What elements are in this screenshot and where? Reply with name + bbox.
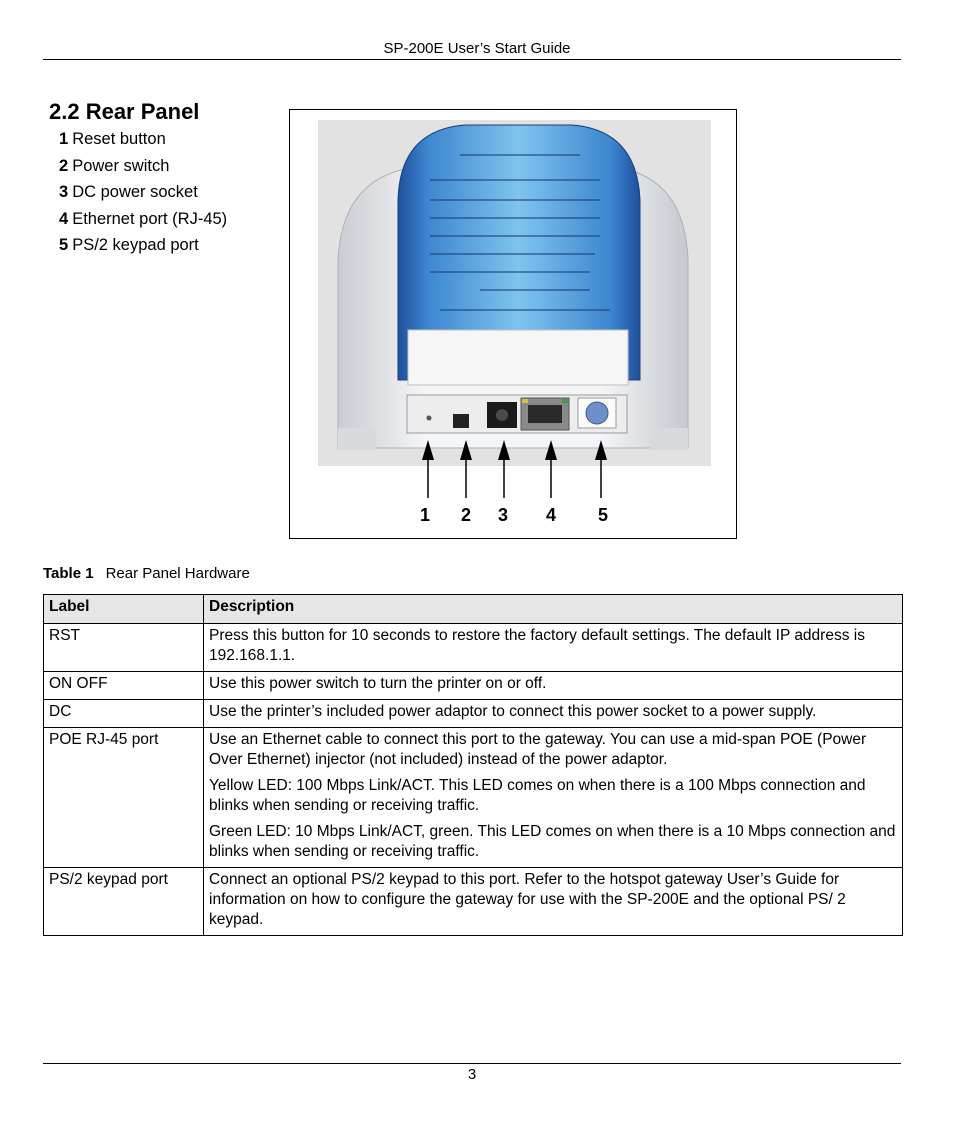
rear-panel-legend — [59, 130, 227, 263]
printer-rear-photo — [290, 110, 736, 538]
row-label: POE RJ-45 port — [44, 728, 204, 868]
legend-label: Power switch — [72, 156, 170, 175]
legend-label: Reset button — [72, 130, 166, 148]
rear-panel-figure — [289, 109, 737, 539]
section-title: 2.2 Rear Panel — [49, 99, 200, 124]
footer-rule — [43, 1063, 901, 1064]
page-number: 3 — [467, 1066, 477, 1083]
dc-socket-pin — [496, 409, 508, 421]
callout-2: 2 — [461, 505, 472, 525]
table-row — [44, 868, 903, 936]
row-label: PS/2 keypad port — [44, 868, 204, 936]
legend-number: 5 — [59, 236, 69, 254]
callout-3: 3 — [498, 505, 509, 525]
column-header-description: Description — [204, 595, 903, 624]
table-row — [44, 728, 903, 868]
reset-button — [427, 416, 432, 421]
green-led — [562, 399, 568, 403]
row-description — [204, 672, 903, 700]
description-text: Yellow LED: 100 Mbps Link/ACT. This LED comes on when there is a 100 Mbps connection and blinks when sending or receiving traffic. — [209, 777, 866, 814]
description-text: Use an Ethernet cable to connect this port to the gateway. You can use a mid-span POE (Power Over Ethernet) injector (not included) instead of the power adaptor. — [209, 731, 867, 768]
row-label: ON OFF — [44, 672, 204, 700]
column-header-label: Label — [44, 595, 204, 624]
ethernet-port-opening — [528, 405, 562, 423]
callout-1: 1 — [420, 505, 431, 525]
row-description — [204, 868, 903, 936]
legend-item — [59, 183, 227, 210]
table-row — [44, 700, 903, 728]
legend-label: PS/2 keypad port — [72, 236, 199, 254]
page-header: SP-200E User’s Start Guide — [383, 40, 571, 57]
legend-number: 1 — [59, 130, 69, 148]
table-caption — [43, 565, 250, 582]
description-text: Connect an optional PS/2 keypad to this port. Refer to the hotspot gateway User’s Guide for information on how to configure the gateway for use with the SP-200E and the optional PS/ 2 keypad. — [209, 871, 846, 928]
table-caption-number: Table 1 — [43, 565, 94, 582]
legend-label: Ethernet port (RJ-45) — [72, 209, 228, 228]
row-label: DC — [44, 700, 204, 728]
description-text: Green LED: 10 Mbps Link/ACT, green. This LED comes on when there is a 10 Mbps connection and blinks when sending or receiving traffic. — [209, 823, 896, 860]
callout-5: 5 — [598, 505, 609, 525]
left-foot — [338, 428, 376, 450]
legend-item — [59, 130, 227, 157]
callout-4: 4 — [546, 505, 557, 525]
power-switch — [453, 414, 469, 428]
ps2-keypad-port — [586, 402, 608, 424]
legend-item — [59, 210, 227, 237]
right-foot — [650, 428, 688, 450]
header-rule — [43, 59, 901, 60]
description-text: Use this power switch to turn the printer on or off. — [209, 675, 547, 692]
legend-number: 4 — [59, 209, 69, 228]
row-label: RST — [44, 624, 204, 672]
row-description — [204, 624, 903, 672]
table-caption-text: Rear Panel Hardware — [105, 565, 250, 582]
legend-number: 3 — [59, 183, 69, 201]
legend-item — [59, 157, 227, 184]
description-text: Use the printer’s included power adaptor to connect this power socket to a power supply. — [209, 703, 817, 720]
table-row — [44, 672, 903, 700]
description-text: Press this button for 10 seconds to restore the factory default settings. The default IP address is 192.168.1.1. — [209, 627, 865, 664]
table-row — [44, 624, 903, 672]
row-description — [204, 700, 903, 728]
row-description — [204, 728, 903, 868]
table-header-row — [44, 595, 903, 624]
legend-number: 2 — [59, 156, 69, 175]
legend-item — [59, 236, 227, 263]
yellow-led — [522, 399, 528, 403]
rear-panel-hardware-table — [43, 594, 903, 936]
legend-label: DC power socket — [72, 183, 198, 201]
rear-bezel — [408, 330, 628, 385]
